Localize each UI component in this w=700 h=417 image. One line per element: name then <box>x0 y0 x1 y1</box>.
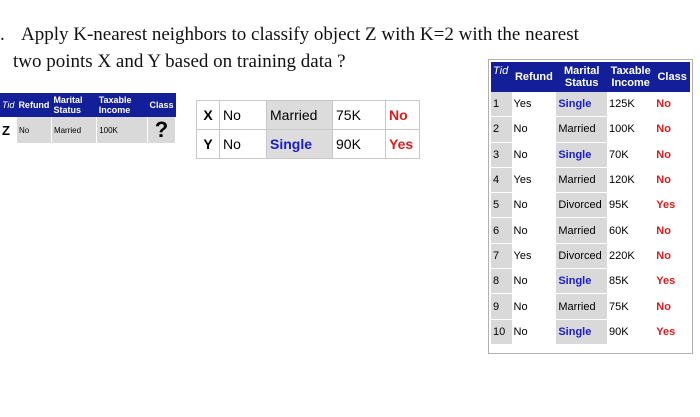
z-header-marital: Marital Status <box>51 93 96 117</box>
z-header-class: Class <box>147 93 175 117</box>
train-tid: 9 <box>491 294 512 319</box>
table-row <box>491 92 690 117</box>
train-refund: Yes <box>512 243 557 268</box>
y-income: 90K <box>333 130 386 159</box>
train-class: No <box>654 167 690 192</box>
training-body <box>491 92 690 344</box>
z-header-tid: Tid <box>0 93 16 117</box>
train-tid: 5 <box>491 193 512 218</box>
x-label: X <box>197 101 220 130</box>
x-class: No <box>386 101 420 130</box>
train-marital: Single <box>556 142 607 167</box>
train-refund: No <box>512 269 557 294</box>
train-class: Yes <box>654 319 690 344</box>
train-income: 85K <box>607 269 654 294</box>
train-marital: Single <box>556 92 607 117</box>
table-row <box>491 117 690 142</box>
training-data-panel <box>488 59 693 354</box>
table-row <box>491 193 690 218</box>
train-marital: Married <box>556 294 607 319</box>
train-refund: No <box>512 294 557 319</box>
x-marital: Married <box>267 101 333 130</box>
train-marital: Divorced <box>556 243 607 268</box>
train-marital: Married <box>556 117 607 142</box>
train-income: 125K <box>607 92 654 117</box>
train-marital: Divorced <box>556 193 607 218</box>
xy-points-table <box>196 100 420 159</box>
train-income: 60K <box>607 218 654 243</box>
train-header-income: Taxable Income <box>607 62 654 92</box>
train-class: Yes <box>654 269 690 294</box>
table-row <box>491 319 690 344</box>
train-tid: 7 <box>491 243 512 268</box>
train-income: 100K <box>607 117 654 142</box>
train-tid: 10 <box>491 319 512 344</box>
train-refund: No <box>512 193 557 218</box>
point-x-row <box>197 101 420 130</box>
train-class: No <box>654 92 690 117</box>
table-row <box>491 167 690 192</box>
train-tid: 8 <box>491 269 512 294</box>
z-class: ? <box>147 117 175 143</box>
question-line-2: two points X and Y based on training data ? <box>13 51 346 72</box>
train-class: No <box>654 117 690 142</box>
train-marital: Single <box>556 319 607 344</box>
y-class: Yes <box>386 130 420 159</box>
train-tid: 1 <box>491 92 512 117</box>
table-row <box>491 142 690 167</box>
z-marital: Married <box>51 117 96 143</box>
question-line-1-text: Apply K-nearest neighbors to classify object Z with K=2 with the nearest <box>21 24 579 45</box>
z-header-refund: Refund <box>16 93 51 117</box>
table-row <box>491 218 690 243</box>
z-table-header <box>0 93 176 117</box>
train-tid: 4 <box>491 167 512 192</box>
training-header <box>491 62 690 92</box>
train-marital: Married <box>556 167 607 192</box>
table-row <box>491 294 690 319</box>
train-income: 70K <box>607 142 654 167</box>
train-class: No <box>654 294 690 319</box>
table-row <box>491 243 690 268</box>
train-class: No <box>654 243 690 268</box>
train-tid: 2 <box>491 117 512 142</box>
train-marital: Single <box>556 269 607 294</box>
train-income: 90K <box>607 319 654 344</box>
table-row <box>491 269 690 294</box>
train-refund: Yes <box>512 92 557 117</box>
train-refund: No <box>512 117 557 142</box>
train-header-refund: Refund <box>512 62 557 92</box>
point-y-row <box>197 130 420 159</box>
train-class: Yes <box>654 193 690 218</box>
y-label: Y <box>197 130 220 159</box>
train-refund: No <box>512 319 557 344</box>
x-refund: No <box>220 101 267 130</box>
train-class: No <box>654 142 690 167</box>
z-refund: No <box>16 117 51 143</box>
z-income: 100K <box>97 117 148 143</box>
training-data-table <box>491 62 690 345</box>
y-marital: Single <box>267 130 333 159</box>
y-refund: No <box>220 130 267 159</box>
x-income: 75K <box>333 101 386 130</box>
z-table-row <box>0 117 176 143</box>
train-header-class: Class <box>654 62 690 92</box>
train-income: 75K <box>607 294 654 319</box>
question-bullet: . <box>0 24 5 45</box>
z-header-income: Taxable Income <box>97 93 148 117</box>
train-header-marital: Marital Status <box>556 62 607 92</box>
train-tid: 6 <box>491 218 512 243</box>
train-tid: 3 <box>491 142 512 167</box>
train-refund: No <box>512 142 557 167</box>
train-class: No <box>654 218 690 243</box>
object-z-table <box>0 93 176 143</box>
train-income: 95K <box>607 193 654 218</box>
train-income: 120K <box>607 167 654 192</box>
train-refund: Yes <box>512 167 557 192</box>
train-refund: No <box>512 218 557 243</box>
z-id: Z <box>0 117 16 143</box>
train-marital: Married <box>556 218 607 243</box>
train-header-tid: Tid <box>491 62 512 92</box>
train-income: 220K <box>607 243 654 268</box>
